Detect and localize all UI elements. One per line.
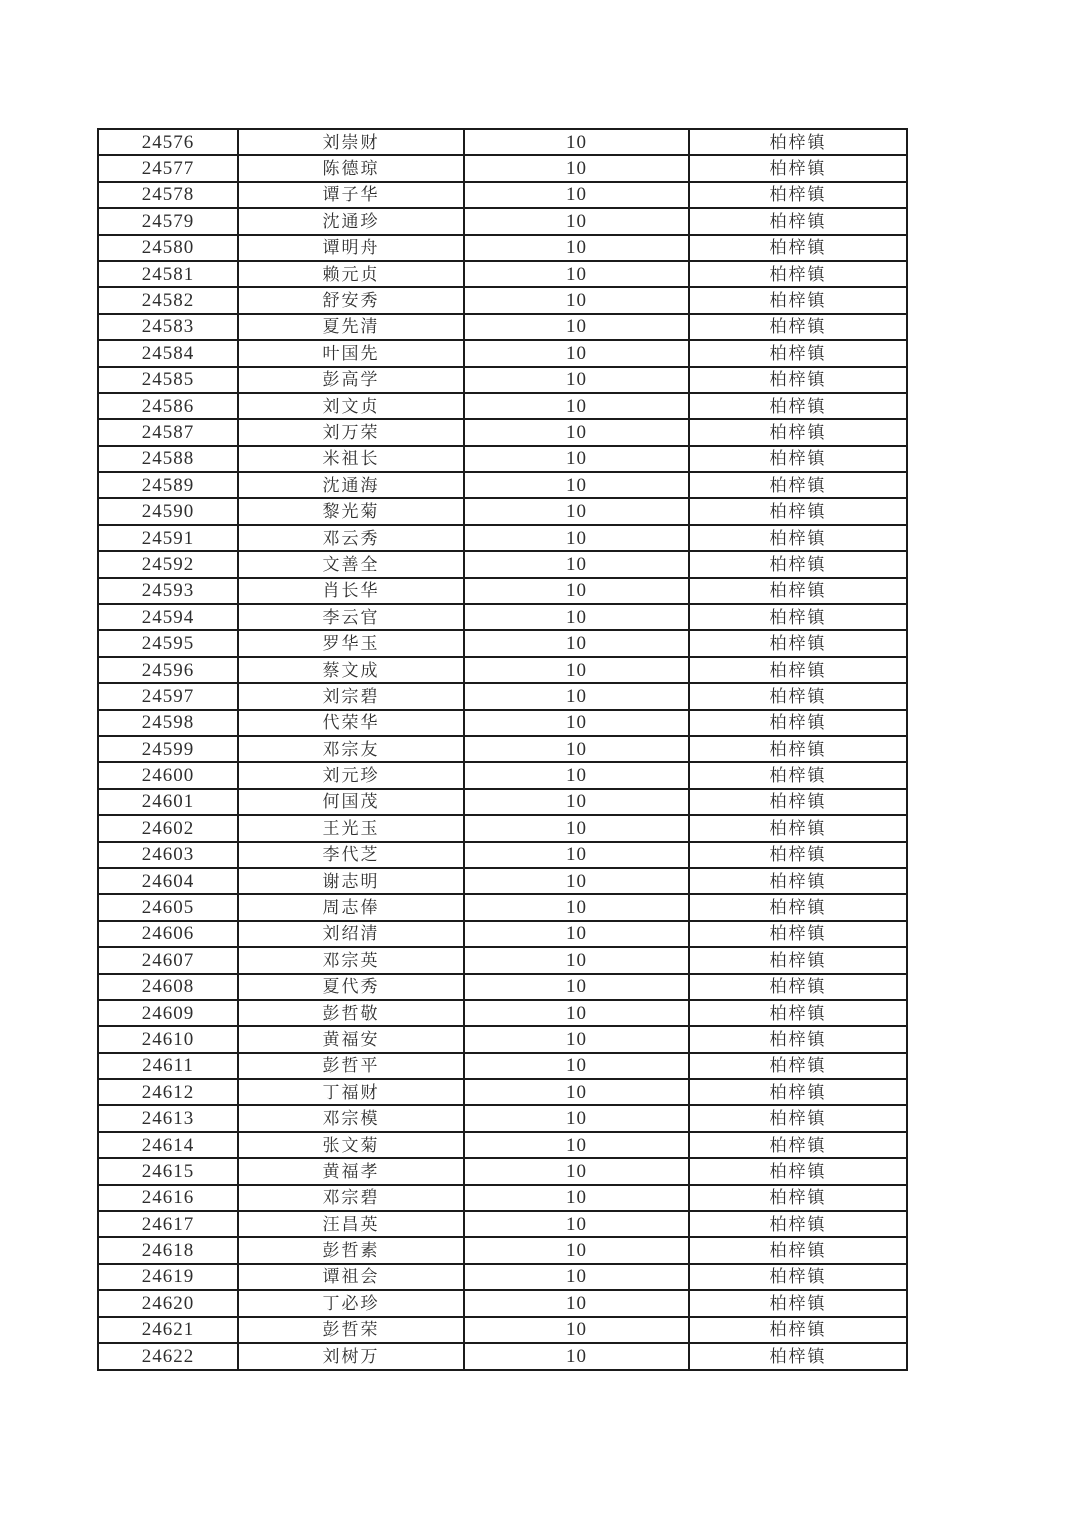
cell-record-id: 24588: [98, 446, 238, 472]
cell-town: 柏梓镇: [689, 235, 907, 261]
cell-record-id: 24594: [98, 604, 238, 630]
cell-record-id: 24595: [98, 630, 238, 656]
table-row: [98, 578, 907, 604]
cell-record-id: 24598: [98, 710, 238, 736]
cell-record-id: 24581: [98, 261, 238, 287]
cell-record-id: 24578: [98, 182, 238, 208]
table-row: [98, 1343, 907, 1370]
cell-town: 柏梓镇: [689, 1290, 907, 1316]
cell-town: 柏梓镇: [689, 1237, 907, 1263]
cell-person-name: 黎光菊: [238, 498, 464, 524]
cell-amount: 10: [464, 815, 689, 841]
table-row: [98, 947, 907, 973]
cell-town: 柏梓镇: [689, 472, 907, 498]
cell-town: 柏梓镇: [689, 657, 907, 683]
cell-town: 柏梓镇: [689, 208, 907, 234]
cell-person-name: 刘宗碧: [238, 683, 464, 709]
table-row: [98, 393, 907, 419]
cell-record-id: 24579: [98, 208, 238, 234]
cell-amount: 10: [464, 551, 689, 577]
cell-town: 柏梓镇: [689, 921, 907, 947]
cell-record-id: 24585: [98, 367, 238, 393]
cell-town: 柏梓镇: [689, 868, 907, 894]
cell-person-name: 叶国先: [238, 340, 464, 366]
cell-town: 柏梓镇: [689, 1026, 907, 1052]
table-row: [98, 1290, 907, 1316]
cell-person-name: 张文菊: [238, 1132, 464, 1158]
cell-amount: 10: [464, 1053, 689, 1079]
cell-town: 柏梓镇: [689, 1264, 907, 1290]
cell-person-name: 何国茂: [238, 789, 464, 815]
cell-town: 柏梓镇: [689, 1317, 907, 1343]
cell-record-id: 24607: [98, 947, 238, 973]
cell-amount: 10: [464, 1105, 689, 1131]
cell-town: 柏梓镇: [689, 1158, 907, 1184]
table-row: [98, 868, 907, 894]
cell-record-id: 24601: [98, 789, 238, 815]
cell-town: 柏梓镇: [689, 182, 907, 208]
table-row: [98, 446, 907, 472]
cell-record-id: 24600: [98, 762, 238, 788]
cell-amount: 10: [464, 1132, 689, 1158]
cell-town: 柏梓镇: [689, 604, 907, 630]
cell-person-name: 刘元珍: [238, 762, 464, 788]
table-row: [98, 498, 907, 524]
table-row: [98, 1105, 907, 1131]
cell-amount: 10: [464, 340, 689, 366]
table-row: [98, 1185, 907, 1211]
cell-record-id: 24615: [98, 1158, 238, 1184]
cell-amount: 10: [464, 762, 689, 788]
table-row: [98, 1079, 907, 1105]
cell-amount: 10: [464, 710, 689, 736]
table-row: [98, 736, 907, 762]
cell-person-name: 周志俸: [238, 894, 464, 920]
cell-record-id: 24614: [98, 1132, 238, 1158]
cell-person-name: 邓宗模: [238, 1105, 464, 1131]
table-row: [98, 551, 907, 577]
cell-record-id: 24580: [98, 235, 238, 261]
cell-person-name: 邓宗英: [238, 947, 464, 973]
table-row: [98, 1000, 907, 1026]
cell-amount: 10: [464, 419, 689, 445]
cell-person-name: 丁福财: [238, 1079, 464, 1105]
cell-record-id: 24613: [98, 1105, 238, 1131]
cell-town: 柏梓镇: [689, 789, 907, 815]
cell-amount: 10: [464, 287, 689, 313]
table-row: [98, 842, 907, 868]
cell-person-name: 王光玉: [238, 815, 464, 841]
cell-person-name: 刘绍清: [238, 921, 464, 947]
cell-amount: 10: [464, 630, 689, 656]
table-row: [98, 235, 907, 261]
cell-amount: 10: [464, 868, 689, 894]
cell-town: 柏梓镇: [689, 1105, 907, 1131]
table-row: [98, 367, 907, 393]
cell-amount: 10: [464, 525, 689, 551]
cell-person-name: 彭哲敬: [238, 1000, 464, 1026]
table-row: [98, 472, 907, 498]
cell-record-id: 24586: [98, 393, 238, 419]
cell-town: 柏梓镇: [689, 367, 907, 393]
table-row: [98, 974, 907, 1000]
cell-town: 柏梓镇: [689, 1132, 907, 1158]
cell-town: 柏梓镇: [689, 736, 907, 762]
cell-record-id: 24606: [98, 921, 238, 947]
cell-town: 柏梓镇: [689, 155, 907, 181]
cell-person-name: 沈通海: [238, 472, 464, 498]
cell-record-id: 24592: [98, 551, 238, 577]
table-row: [98, 683, 907, 709]
table-row: [98, 314, 907, 340]
table-row: [98, 604, 907, 630]
table-row: [98, 1211, 907, 1237]
table-row: [98, 894, 907, 920]
cell-record-id: 24618: [98, 1237, 238, 1263]
cell-amount: 10: [464, 604, 689, 630]
cell-person-name: 汪昌英: [238, 1211, 464, 1237]
cell-town: 柏梓镇: [689, 842, 907, 868]
cell-town: 柏梓镇: [689, 1211, 907, 1237]
cell-amount: 10: [464, 472, 689, 498]
cell-record-id: 24622: [98, 1343, 238, 1370]
cell-person-name: 罗华玉: [238, 630, 464, 656]
cell-person-name: 夏代秀: [238, 974, 464, 1000]
cell-person-name: 丁必珍: [238, 1290, 464, 1316]
cell-record-id: 24593: [98, 578, 238, 604]
cell-town: 柏梓镇: [689, 129, 907, 155]
table-row: [98, 1317, 907, 1343]
cell-record-id: 24604: [98, 868, 238, 894]
cell-record-id: 24576: [98, 129, 238, 155]
table-row: [98, 1132, 907, 1158]
records-table-body: [98, 129, 907, 1370]
cell-amount: 10: [464, 947, 689, 973]
cell-amount: 10: [464, 129, 689, 155]
cell-town: 柏梓镇: [689, 287, 907, 313]
table-row: [98, 1158, 907, 1184]
table-row: [98, 657, 907, 683]
cell-amount: 10: [464, 578, 689, 604]
cell-record-id: 24582: [98, 287, 238, 313]
table-row: [98, 921, 907, 947]
table-row: [98, 525, 907, 551]
cell-record-id: 24603: [98, 842, 238, 868]
cell-amount: 10: [464, 498, 689, 524]
cell-town: 柏梓镇: [689, 525, 907, 551]
cell-record-id: 24587: [98, 419, 238, 445]
cell-town: 柏梓镇: [689, 947, 907, 973]
cell-town: 柏梓镇: [689, 1079, 907, 1105]
cell-record-id: 24609: [98, 1000, 238, 1026]
cell-town: 柏梓镇: [689, 1185, 907, 1211]
cell-person-name: 谭子华: [238, 182, 464, 208]
table-row: [98, 340, 907, 366]
cell-record-id: 24621: [98, 1317, 238, 1343]
cell-record-id: 24617: [98, 1211, 238, 1237]
cell-amount: 10: [464, 683, 689, 709]
cell-person-name: 黄福孝: [238, 1158, 464, 1184]
cell-person-name: 文善全: [238, 551, 464, 577]
cell-person-name: 彭哲平: [238, 1053, 464, 1079]
cell-amount: 10: [464, 1317, 689, 1343]
cell-amount: 10: [464, 1343, 689, 1370]
cell-person-name: 邓云秀: [238, 525, 464, 551]
cell-town: 柏梓镇: [689, 974, 907, 1000]
cell-person-name: 蔡文成: [238, 657, 464, 683]
cell-town: 柏梓镇: [689, 683, 907, 709]
cell-town: 柏梓镇: [689, 498, 907, 524]
table-row: [98, 789, 907, 815]
cell-person-name: 沈通珍: [238, 208, 464, 234]
cell-amount: 10: [464, 1211, 689, 1237]
cell-town: 柏梓镇: [689, 815, 907, 841]
cell-town: 柏梓镇: [689, 1053, 907, 1079]
cell-record-id: 24611: [98, 1053, 238, 1079]
cell-amount: 10: [464, 1079, 689, 1105]
cell-amount: 10: [464, 842, 689, 868]
table-row: [98, 208, 907, 234]
cell-person-name: 彭哲素: [238, 1237, 464, 1263]
cell-amount: 10: [464, 261, 689, 287]
cell-town: 柏梓镇: [689, 393, 907, 419]
cell-record-id: 24583: [98, 314, 238, 340]
table-row: [98, 129, 907, 155]
table-row: [98, 1237, 907, 1263]
cell-amount: 10: [464, 921, 689, 947]
cell-amount: 10: [464, 1185, 689, 1211]
table-row: [98, 261, 907, 287]
cell-amount: 10: [464, 393, 689, 419]
cell-person-name: 谢志明: [238, 868, 464, 894]
cell-record-id: 24599: [98, 736, 238, 762]
cell-amount: 10: [464, 789, 689, 815]
cell-person-name: 黄福安: [238, 1026, 464, 1052]
cell-amount: 10: [464, 314, 689, 340]
cell-record-id: 24616: [98, 1185, 238, 1211]
cell-amount: 10: [464, 1026, 689, 1052]
cell-person-name: 肖长华: [238, 578, 464, 604]
cell-amount: 10: [464, 1237, 689, 1263]
table-row: [98, 182, 907, 208]
cell-record-id: 24589: [98, 472, 238, 498]
cell-person-name: 李云官: [238, 604, 464, 630]
cell-person-name: 夏先清: [238, 314, 464, 340]
cell-amount: 10: [464, 1158, 689, 1184]
cell-amount: 10: [464, 894, 689, 920]
records-table: [97, 128, 908, 1371]
cell-person-name: 彭高学: [238, 367, 464, 393]
table-row: [98, 762, 907, 788]
cell-record-id: 24612: [98, 1079, 238, 1105]
table-row: [98, 419, 907, 445]
table-row: [98, 815, 907, 841]
cell-town: 柏梓镇: [689, 419, 907, 445]
cell-person-name: 邓宗友: [238, 736, 464, 762]
cell-record-id: 24620: [98, 1290, 238, 1316]
cell-amount: 10: [464, 446, 689, 472]
cell-person-name: 李代芝: [238, 842, 464, 868]
cell-amount: 10: [464, 367, 689, 393]
cell-record-id: 24610: [98, 1026, 238, 1052]
cell-amount: 10: [464, 974, 689, 1000]
cell-person-name: 谭祖会: [238, 1264, 464, 1290]
cell-person-name: 刘树万: [238, 1343, 464, 1370]
table-row: [98, 1264, 907, 1290]
cell-record-id: 24590: [98, 498, 238, 524]
cell-town: 柏梓镇: [689, 314, 907, 340]
cell-town: 柏梓镇: [689, 630, 907, 656]
cell-amount: 10: [464, 1000, 689, 1026]
table-row: [98, 155, 907, 181]
cell-town: 柏梓镇: [689, 261, 907, 287]
cell-town: 柏梓镇: [689, 894, 907, 920]
cell-amount: 10: [464, 182, 689, 208]
cell-record-id: 24605: [98, 894, 238, 920]
cell-record-id: 24597: [98, 683, 238, 709]
cell-record-id: 24602: [98, 815, 238, 841]
cell-amount: 10: [464, 235, 689, 261]
cell-person-name: 彭哲荣: [238, 1317, 464, 1343]
cell-town: 柏梓镇: [689, 551, 907, 577]
cell-person-name: 邓宗碧: [238, 1185, 464, 1211]
cell-person-name: 刘崇财: [238, 129, 464, 155]
cell-record-id: 24591: [98, 525, 238, 551]
cell-record-id: 24619: [98, 1264, 238, 1290]
table-row: [98, 710, 907, 736]
cell-town: 柏梓镇: [689, 1343, 907, 1370]
cell-person-name: 赖元贞: [238, 261, 464, 287]
cell-person-name: 刘文贞: [238, 393, 464, 419]
table-row: [98, 1053, 907, 1079]
cell-town: 柏梓镇: [689, 578, 907, 604]
cell-town: 柏梓镇: [689, 1000, 907, 1026]
cell-person-name: 代荣华: [238, 710, 464, 736]
cell-town: 柏梓镇: [689, 446, 907, 472]
cell-amount: 10: [464, 208, 689, 234]
cell-person-name: 刘万荣: [238, 419, 464, 445]
cell-record-id: 24584: [98, 340, 238, 366]
cell-amount: 10: [464, 1264, 689, 1290]
cell-record-id: 24577: [98, 155, 238, 181]
cell-person-name: 米祖长: [238, 446, 464, 472]
cell-amount: 10: [464, 1290, 689, 1316]
table-row: [98, 1026, 907, 1052]
cell-town: 柏梓镇: [689, 340, 907, 366]
cell-town: 柏梓镇: [689, 710, 907, 736]
cell-person-name: 舒安秀: [238, 287, 464, 313]
table-row: [98, 287, 907, 313]
table-row: [98, 630, 907, 656]
cell-record-id: 24608: [98, 974, 238, 1000]
cell-record-id: 24596: [98, 657, 238, 683]
cell-town: 柏梓镇: [689, 762, 907, 788]
cell-amount: 10: [464, 657, 689, 683]
cell-person-name: 谭明舟: [238, 235, 464, 261]
cell-person-name: 陈德琼: [238, 155, 464, 181]
cell-amount: 10: [464, 155, 689, 181]
cell-amount: 10: [464, 736, 689, 762]
